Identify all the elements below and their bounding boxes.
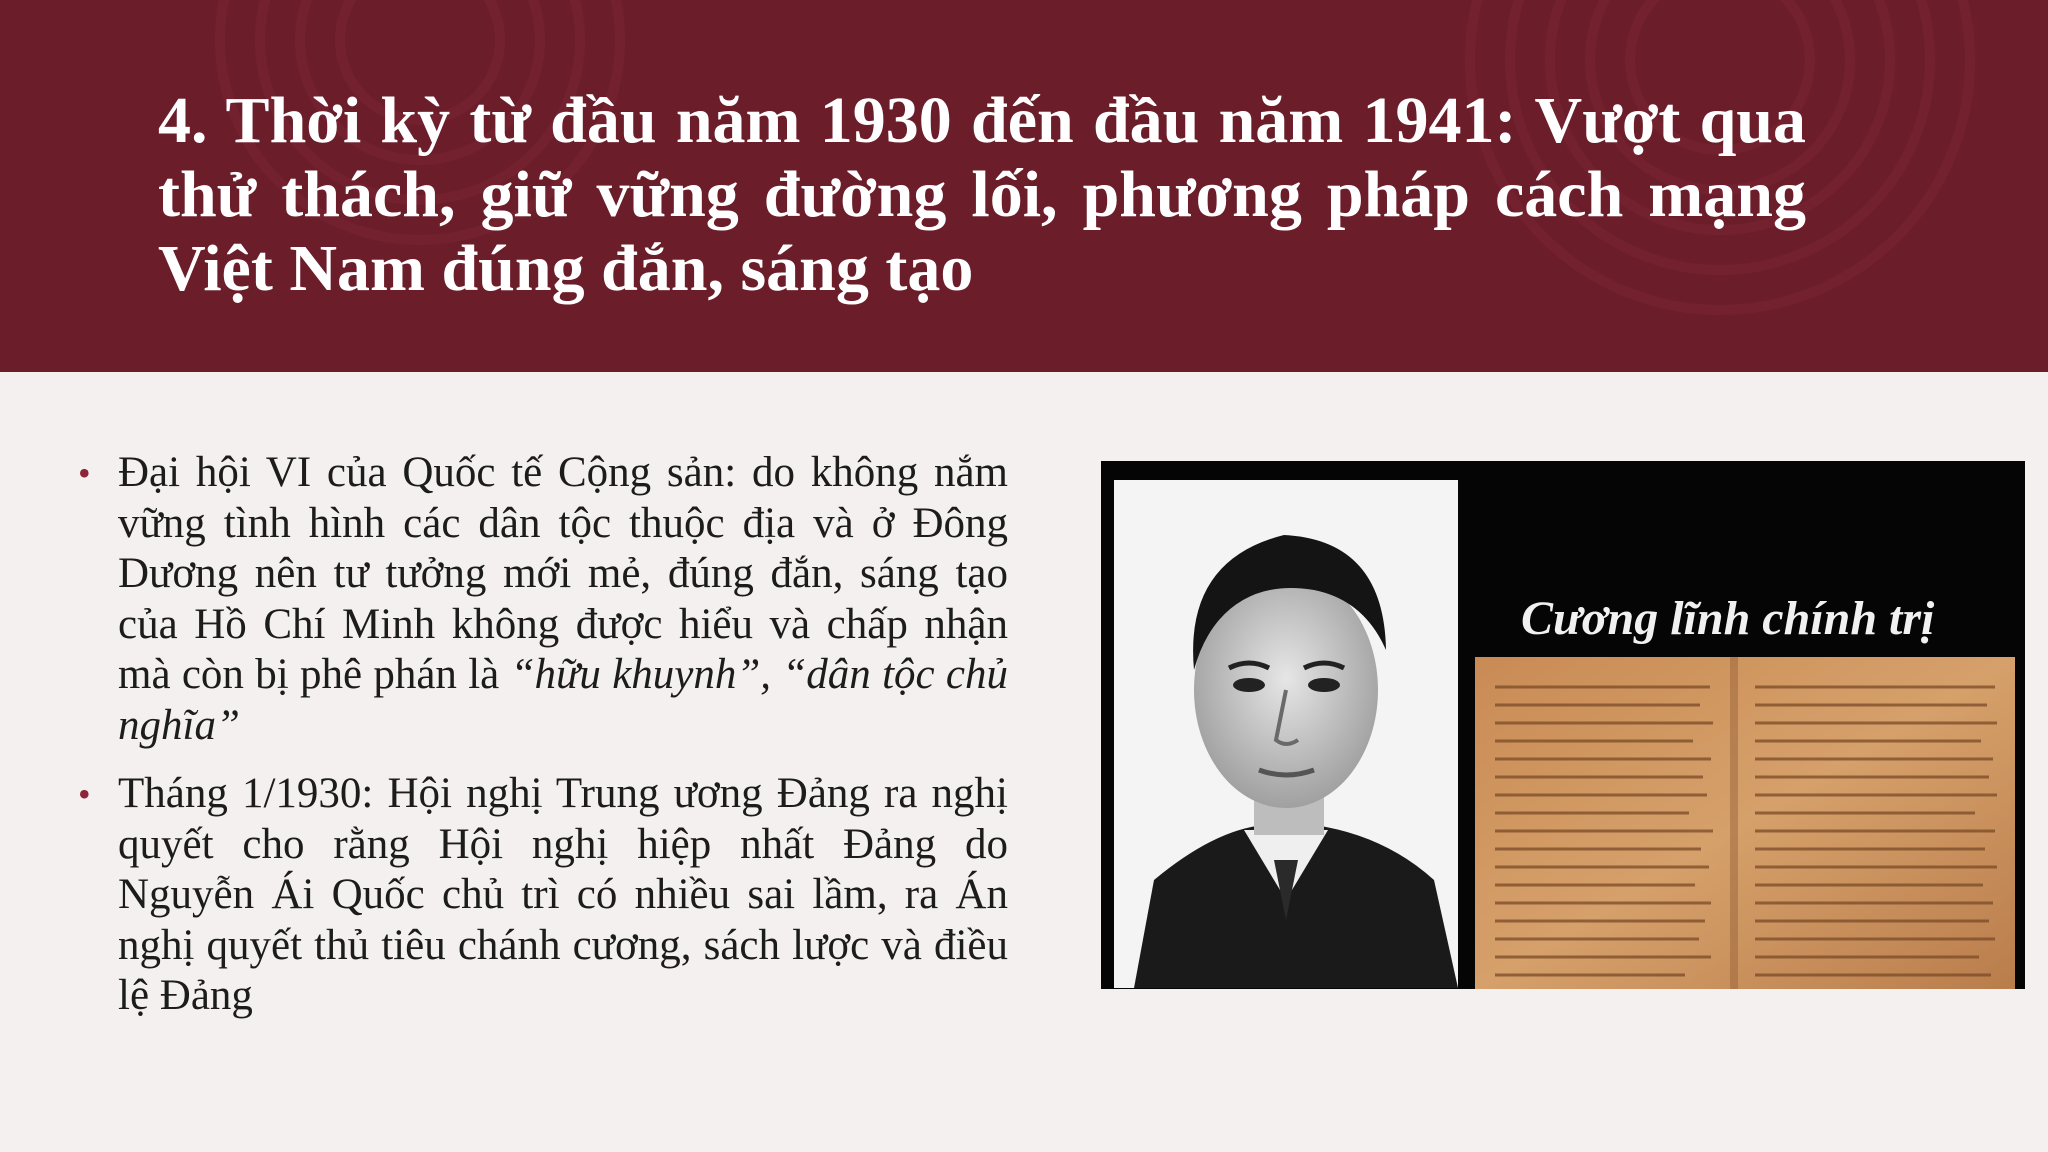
bullet-1-text: Đại hội VI của Quốc tế Cộng sản: do không nắm vững tình hình các dân tộc thuộc địa và ở Đông Dương nên tư tưởng mới mẻ, đúng đắn, sáng tạo của Hồ Chí Minh không được hiểu và chấp nhận mà còn bị phê phán là [118, 449, 1008, 698]
bullet-2-text: Tháng 1/1930: Hội nghị Trung ương Đảng ra nghị quyết cho rằng Hội nghị hiệp nhất Đảng do Nguyễn Ái Quốc chủ trì có nhiều sai lầm, ra Án nghị quyết thủ tiêu chánh cương, sách lược và điều lệ Đảng [118, 770, 1008, 1019]
image-caption: Cương lĩnh chính trị [1521, 592, 1935, 645]
bullet-1-italic-text: “hữu khuynh”, “dân tộc chủ nghĩa” [118, 651, 1008, 749]
bullet-item-2 [78, 769, 1008, 1022]
manuscript-document [1475, 657, 2015, 989]
slide-title: 4. Thời kỳ từ đầu năm 1930 đến đầu năm 1941: Vượt qua thử thách, giữ vững đường lối, phương pháp cách mạng Việt Nam đúng đắn, sáng tạo [158, 84, 1806, 305]
historical-photo [1101, 461, 2025, 989]
bullet-item-1 [78, 448, 1008, 751]
bullet-dot: • [78, 453, 91, 493]
portrait-illustration [1114, 480, 1458, 988]
bullet-dot: • [78, 774, 91, 814]
title-bar [0, 0, 2048, 372]
portrait-photo [1114, 480, 1458, 988]
bullet-list [78, 448, 1008, 1040]
